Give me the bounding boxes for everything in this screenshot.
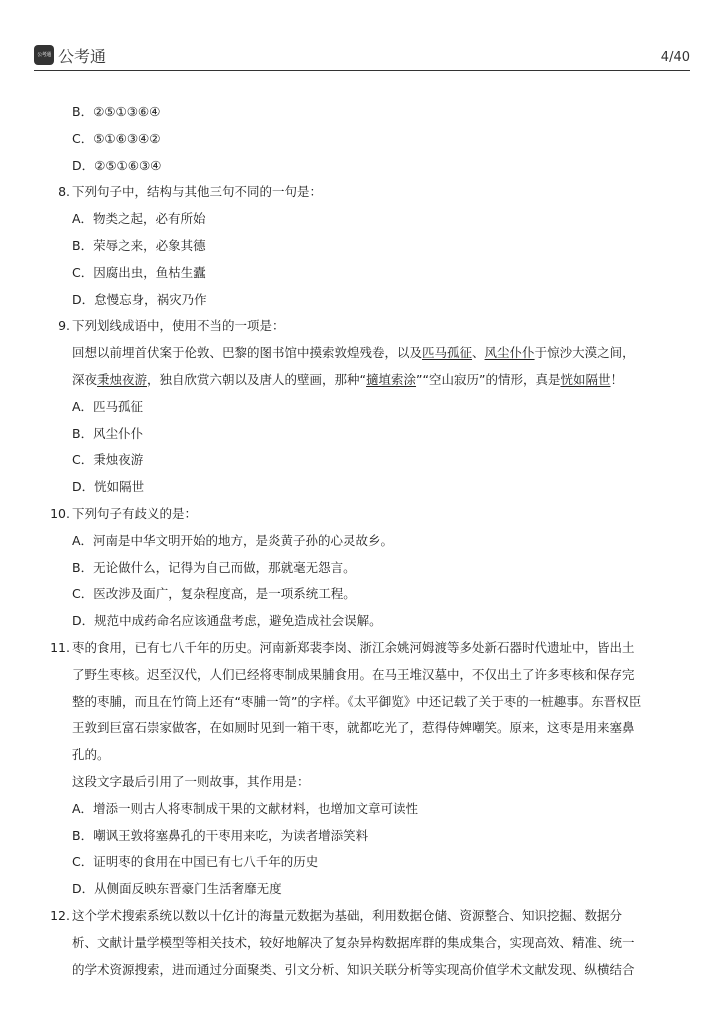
passage-text: 这个学术搜索系统以数以十亿计的海量元数据为基础，利用数据仓储、资源整合、知识挖掘、数据分 (72, 907, 623, 923)
passage-text: 、 (472, 345, 485, 361)
option-line: C．⑤①⑥③④② (72, 130, 161, 146)
passage-text: ！ (610, 371, 623, 387)
option-line: A．匹马孤征 (72, 398, 144, 414)
question-number: 10. (50, 505, 70, 521)
option-line: D．怠慢忘身，祸灾乃作 (72, 291, 207, 307)
option-line: D．从侧面反映东晋豪门生活奢靡无度 (72, 881, 282, 897)
brand-logo-icon: 公考通 (34, 45, 54, 65)
option-line: C．秉烛夜游 (72, 452, 144, 468)
question-11-stem: 这段文字最后引用了一则故事，其作用是： (72, 773, 310, 789)
brand-name: 公考通 (58, 47, 107, 66)
underlined-idiom: 擿埴索涂 (366, 371, 417, 387)
passage-text: 于惊沙大漠之间， (534, 345, 635, 361)
question-10-stem (50, 501, 688, 528)
option-line: B．无论做什么，记得为自己而做，那就毫无怨言。 (72, 559, 356, 575)
passage-line: 析、文献计量学模型等相关技术，较好地解决了复杂异构数据库群的集成集合，实现高效、精准、统一 (72, 934, 635, 950)
underlined-idiom: 恍如隔世 (560, 371, 611, 387)
passage-line (50, 340, 688, 367)
question-number: 9. (58, 318, 70, 334)
option-line: A．物类之起，必有所始 (72, 211, 206, 227)
passage-line: 了野生枣核。迟至汉代，人们已经将枣制成果脯食用。在马王堆汉墓中，不仅出土了许多枣核和保存完 (72, 666, 635, 682)
option-line: B．②⑤①③⑥④ (72, 104, 161, 119)
question-number: 12. (50, 907, 70, 923)
option-line: A．河南是中华文明开始的地方，是炎黄子孙的心灵故乡。 (72, 532, 394, 548)
question-11-passage (50, 635, 688, 662)
passage-text: 回想以前埋首伏案于伦敦、巴黎的图书馆中摸索敦煌残卷，以及 (72, 345, 423, 361)
passage-text: ”“空山寂历”的情形，真是 (416, 371, 561, 387)
page-number: 4/40 (660, 50, 690, 65)
option-line: C．因腐出虫，鱼枯生蠹 (72, 264, 206, 280)
option-line: C．医改涉及面广，复杂程度高，是一项系统工程。 (72, 586, 356, 602)
page-header (34, 44, 690, 71)
question-number: 11. (50, 639, 70, 655)
question-text: 下列句子有歧义的是： (72, 505, 198, 521)
document-body (50, 99, 688, 983)
passage-line: 孔的。 (72, 747, 110, 763)
passage-text: 深夜 (72, 371, 98, 387)
passage-line: 的学术资源搜索，进而通过分面聚类、引文分析、知识关联分析等实现高价值学术文献发现、纵横结合 (72, 961, 635, 977)
option-line: D．规范中成药命名应该通盘考虑，避免造成社会误解。 (72, 613, 382, 629)
underlined-idiom: 匹马孤征 (422, 345, 473, 361)
passage-line (50, 367, 688, 394)
question-text: 下列划线成语中，使用不当的一项是： (72, 318, 285, 334)
passage-text: 枣的食用，已有七八千年的历史。河南新郑裴李岗、浙江余姚河姆渡等多处新石器时代遗址中，皆出土 (72, 639, 635, 655)
passage-line: 王敦到巨富石崇家做客，在如厕时见到一箱干枣，就都吃光了，惹得侍婢嘲笑。原来，这枣是用来塞鼻 (72, 720, 635, 736)
option-line: C．证明枣的食用在中国已有七八千年的历史 (72, 854, 319, 870)
option-line: B．嘲讽王敦将塞鼻孔的干枣用来吃，为读者增添笑料 (72, 827, 369, 843)
option-line: B．风尘仆仆 (72, 425, 144, 441)
option-line: D．②⑤①⑥③④ (72, 157, 162, 173)
question-9-stem (50, 313, 688, 340)
passage-line: 整的枣脯，而且在竹筒上还有“枣脯一笥”的字样。《太平御览》中还记载了关于枣的一桩趣事。东晋权臣 (72, 693, 642, 709)
question-text: 下列句子中，结构与其他三句不同的一句是： (72, 184, 323, 200)
question-8-stem (50, 179, 688, 206)
passage-text: ，独自欣赏六朝以及唐人的壁画，那种“ (147, 371, 367, 387)
underlined-idiom: 风尘仆仆 (484, 345, 535, 361)
option-line: A．增添一则古人将枣制成干果的文献材料，也增加文章可读性 (72, 800, 419, 816)
option-line: D．恍如隔世 (72, 479, 145, 495)
underlined-idiom: 秉烛夜游 (97, 371, 148, 387)
option-line: B．荣辱之来，必象其德 (72, 237, 206, 253)
question-12-passage (50, 903, 688, 930)
question-number: 8. (58, 184, 70, 200)
